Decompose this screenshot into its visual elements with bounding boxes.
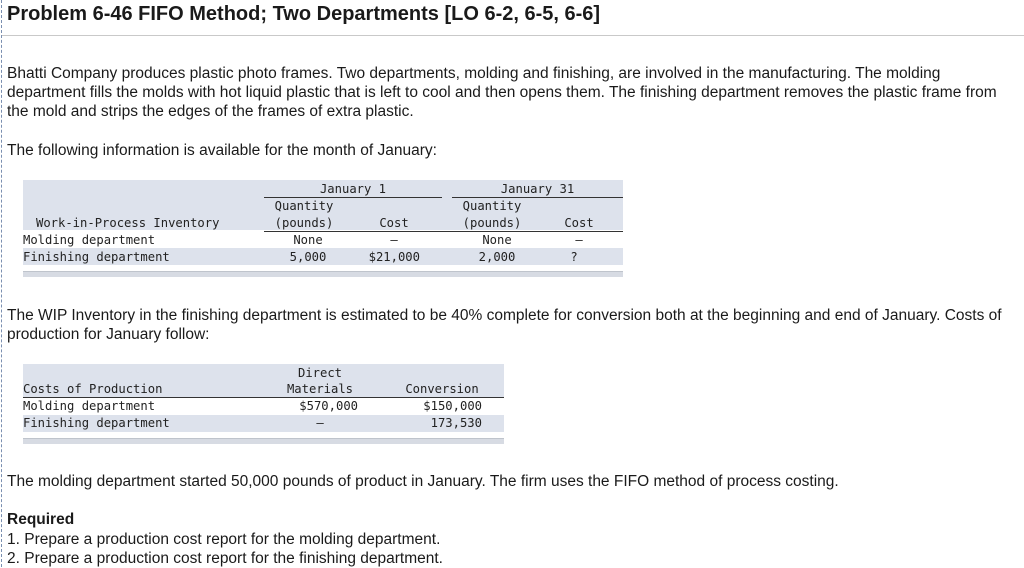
jan1-quantity: None [293,233,323,247]
wip-jan31-quantity-label: Quantity [462,199,522,213]
jan31-quantity: 2,000 [478,250,516,264]
row-label: Molding department [23,399,156,413]
jan1-cost: $21,000 [368,250,420,264]
jan1-quantity: 5,000 [289,250,327,264]
intro-paragraph: Bhatti Company produces plastic photo frames. Two departments, molding and finishing, are involved in the manufacturing. The molding department fills the molds with hot liquid plastic that is left to cool and then opens them. The finishing department removes the plastic frame from the mold and strips the edges of the frames of extra plastic. [7,65,997,120]
jan31-cost: – [575,233,583,247]
wip-table-footer-rule [23,271,623,277]
row-label: Finishing department [23,250,170,264]
row-label: Molding department [23,233,156,247]
jan31-quantity: None [482,233,512,247]
problem-title: Problem 6-46 FIFO Method; Two Departments [LO 6-2, 6-5, 6-6] [7,3,601,25]
closing-paragraph: The molding department started 50,000 pounds of product in January. The firm uses the FIFO method of process costing. [7,473,839,490]
conversion-value: $150,000 [423,399,482,413]
cost-table-footer-rule [23,438,504,444]
wip-jan1-quantity-label: Quantity [274,199,334,213]
jan31-cost: ? [570,250,578,264]
conversion-label: Conversion [405,382,479,396]
cost-row-header: Costs of Production [23,382,163,396]
required-heading: Required [7,511,75,528]
wip-row-header: Work-in-Process Inventory [36,216,220,230]
direct-materials-label-2: Materials [286,382,354,396]
jan1-cost: – [390,233,398,247]
wip-jan31-pounds-label: (pounds) [462,216,522,230]
direct-materials-value: $570,000 [299,399,358,413]
wip-group-jan31: January 31 [500,182,575,196]
required-item-2: 2. Prepare a production cost report for the finishing department. [7,550,443,567]
wip-note-paragraph: The WIP Inventory in the finishing department is estimated to be 40% complete for conversion both at the beginning and end of January. Costs of production for January follow: [7,307,1002,343]
info-line: The following information is available for the month of January: [7,142,437,159]
left-margin-rule [1,0,2,567]
direct-materials-label-1: Direct [297,366,343,380]
conversion-value: 173,530 [430,416,482,430]
wip-jan1-cost-label: Cost [379,216,409,230]
direct-materials-value: – [316,416,324,430]
wip-jan31-cost-label: Cost [564,216,594,230]
wip-jan1-pounds-label: (pounds) [274,216,334,230]
required-item-1: 1. Prepare a production cost report for the molding department. [7,531,441,548]
row-label: Finishing department [23,416,170,430]
wip-group-jan1: January 1 [319,182,387,196]
title-divider [2,35,1024,36]
